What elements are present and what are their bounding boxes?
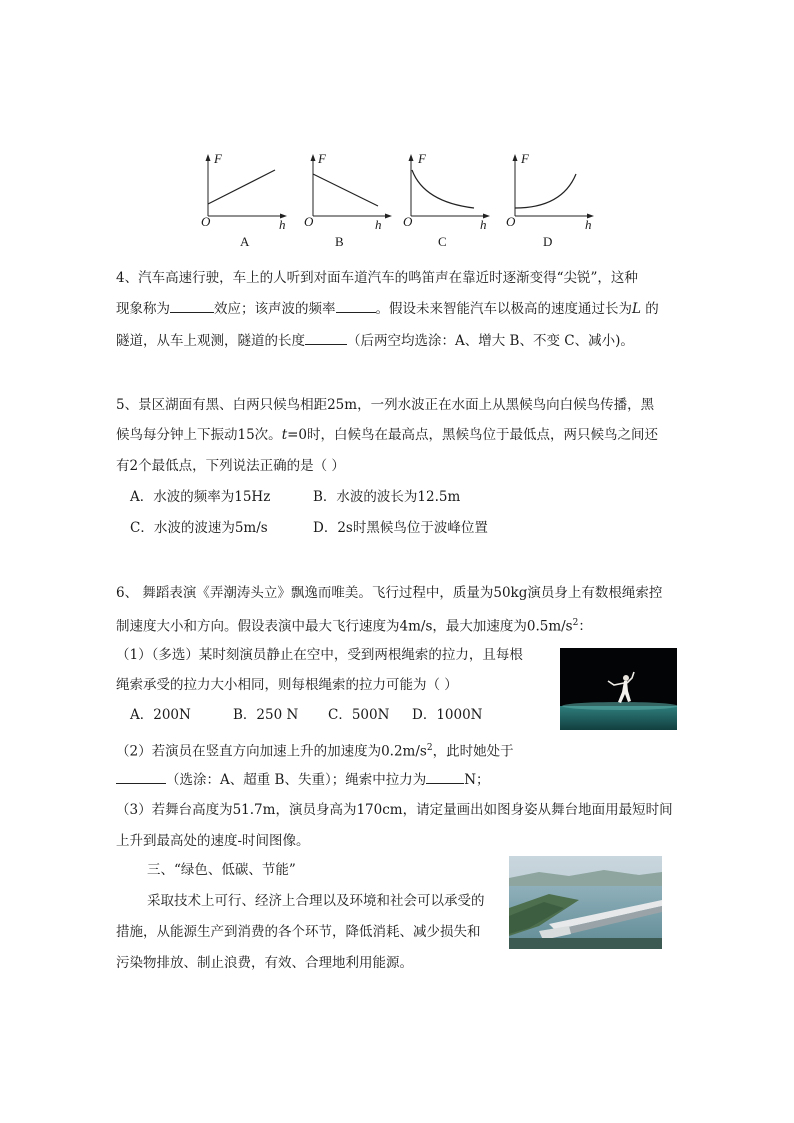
axis-label-h-d: h xyxy=(585,217,592,232)
graph-a-curve xyxy=(208,170,275,204)
axis-label-f-b: F xyxy=(318,151,326,166)
q6-part2-line-2 xyxy=(116,769,490,790)
q5-text: =0时，白候鸟在最高点，黑候鸟位于最低点，两只候鸟之间还 xyxy=(287,427,659,443)
q6-line-1: 6、 舞蹈表演《弄潮涛头立》飘逸而唯美。飞行过程中，质量为50kg演员身上有数根绳索控 xyxy=(116,585,663,601)
dancer-photo xyxy=(560,648,677,730)
q4-text: 的 xyxy=(645,301,659,317)
q6-text: N； xyxy=(464,772,490,788)
graph-c-curve xyxy=(412,170,474,208)
axis-label-f-d: F xyxy=(521,151,529,166)
superscript: 2 xyxy=(572,618,579,628)
axis-label-h-c: h xyxy=(480,217,487,232)
answer-blank-3[interactable] xyxy=(305,330,347,345)
axis-label-h-b: h xyxy=(375,217,382,232)
q5-line-3: 有2个最低点，下列说法正确的是（ ） xyxy=(116,458,345,474)
q6-part1-option-a[interactable]: A．200N xyxy=(130,707,191,723)
answer-blank-2[interactable] xyxy=(336,298,376,313)
dam-photo xyxy=(509,856,662,949)
q5-text: 候鸟每分钟上下振动15次。 xyxy=(116,427,282,443)
origin-label-d: O xyxy=(506,214,516,229)
section-heading: 三、“绿色、低碳、节能” xyxy=(147,862,296,878)
q6-part1-line-2: 绳索承受的拉力大小相同，则每根绳索的拉力可能为（ ） xyxy=(116,677,458,693)
q4-line-2 xyxy=(116,298,659,319)
q6-part1-option-b[interactable]: B．250 N xyxy=(233,707,299,723)
axis-label-f-c: F xyxy=(418,151,426,166)
option-label-c: C xyxy=(438,234,447,249)
answer-blank-4[interactable] xyxy=(116,769,166,784)
section-3-line-3: 污染物排放、制止浪费，有效、合理地利用能源。 xyxy=(116,955,413,971)
answer-blank-1[interactable] xyxy=(170,298,214,313)
q6-line-2 xyxy=(116,613,592,637)
q4-text: 。假设未来智能汽车以极高的速度通过长为 xyxy=(375,301,632,317)
option-label-d: D xyxy=(543,234,553,249)
q5-option-d[interactable]: D．2s时黑候鸟位于波峰位置 xyxy=(313,520,488,536)
q6-text: （选涂：A、超重 B、失重）；绳索中拉力为 xyxy=(166,772,427,788)
answer-blank-5[interactable] xyxy=(426,769,464,784)
q5-option-b[interactable]: B．水波的波长为12.5m xyxy=(313,489,461,505)
q4-text: 现象称为 xyxy=(116,301,170,317)
q4-text: 效应；该声波的频率 xyxy=(214,301,336,317)
q6-part3-line-2: 上升到最高处的速度-时间图像。 xyxy=(116,833,310,849)
option-label-b: B xyxy=(335,234,344,249)
section-3-line-1: 采取技术上可行、经济上合理以及环境和社会可以承受的 xyxy=(147,893,485,909)
q6-part1-option-d[interactable]: D．1000N xyxy=(412,707,483,723)
variable-L: L xyxy=(632,301,641,317)
option-label-a: A xyxy=(240,234,250,249)
origin-label-b: O xyxy=(304,214,314,229)
graph-b-curve xyxy=(313,174,378,206)
graph-d xyxy=(502,150,597,225)
q5-line-2 xyxy=(116,425,658,445)
q6-part1-line-1: （1）（多选）某时刻演员静止在空中，受到两根绳索的拉力，且每根 xyxy=(116,647,523,663)
section-3-line-2: 措施，从能源生产到消费的各个环节，降低消耗、减少损失和 xyxy=(116,924,481,940)
q6-text: ： xyxy=(578,618,592,635)
origin-label-c: O xyxy=(403,214,413,229)
variable-t: t xyxy=(281,427,288,443)
origin-label-a: O xyxy=(201,214,211,229)
q4-text: （后两空均选涂：A、增大 B、不变 C、减小)。 xyxy=(347,333,634,349)
q6-part2-line-1 xyxy=(116,738,514,762)
q6-text: （2）若演员在竖直方向加速上升的加速度为0.2m/s xyxy=(116,743,427,760)
graph-d-curve xyxy=(515,174,576,208)
graph-b xyxy=(300,150,395,225)
q6-text: ，此时她处于 xyxy=(432,743,514,760)
axis-label-h-a: h xyxy=(279,217,286,232)
q6-text: 制速度大小和方向。假设表演中最大飞行速度为4m/s，最大加速度为0.5m/s xyxy=(116,618,573,635)
q5-line-1: 5、景区湖面有黑、白两只候鸟相距25m，一列水波正在水面上从黑候鸟向白候鸟传播，黑 xyxy=(116,397,655,413)
q5-option-c[interactable]: C．水波的波速为5m/s xyxy=(130,520,268,536)
superscript: 2 xyxy=(426,743,433,753)
q5-option-a[interactable]: A．水波的频率为15Hz xyxy=(130,489,271,505)
q4-text: 隧道，从车上观测，隧道的长度 xyxy=(116,333,305,349)
q6-part1-option-c[interactable]: C．500N xyxy=(328,707,390,723)
axis-label-f-a: F xyxy=(214,151,222,166)
q4-line-3 xyxy=(116,330,634,351)
q4-line-1: 4、汽车高速行驶，车上的人听到对面车道汽车的鸣笛声在靠近时逐渐变得“尖锐”，这种 xyxy=(116,270,638,286)
q6-part3-line-1: （3）若舞台高度为51.7m，演员身高为170cm，请定量画出如图身姿从舞台地面用最短时间 xyxy=(116,802,673,818)
